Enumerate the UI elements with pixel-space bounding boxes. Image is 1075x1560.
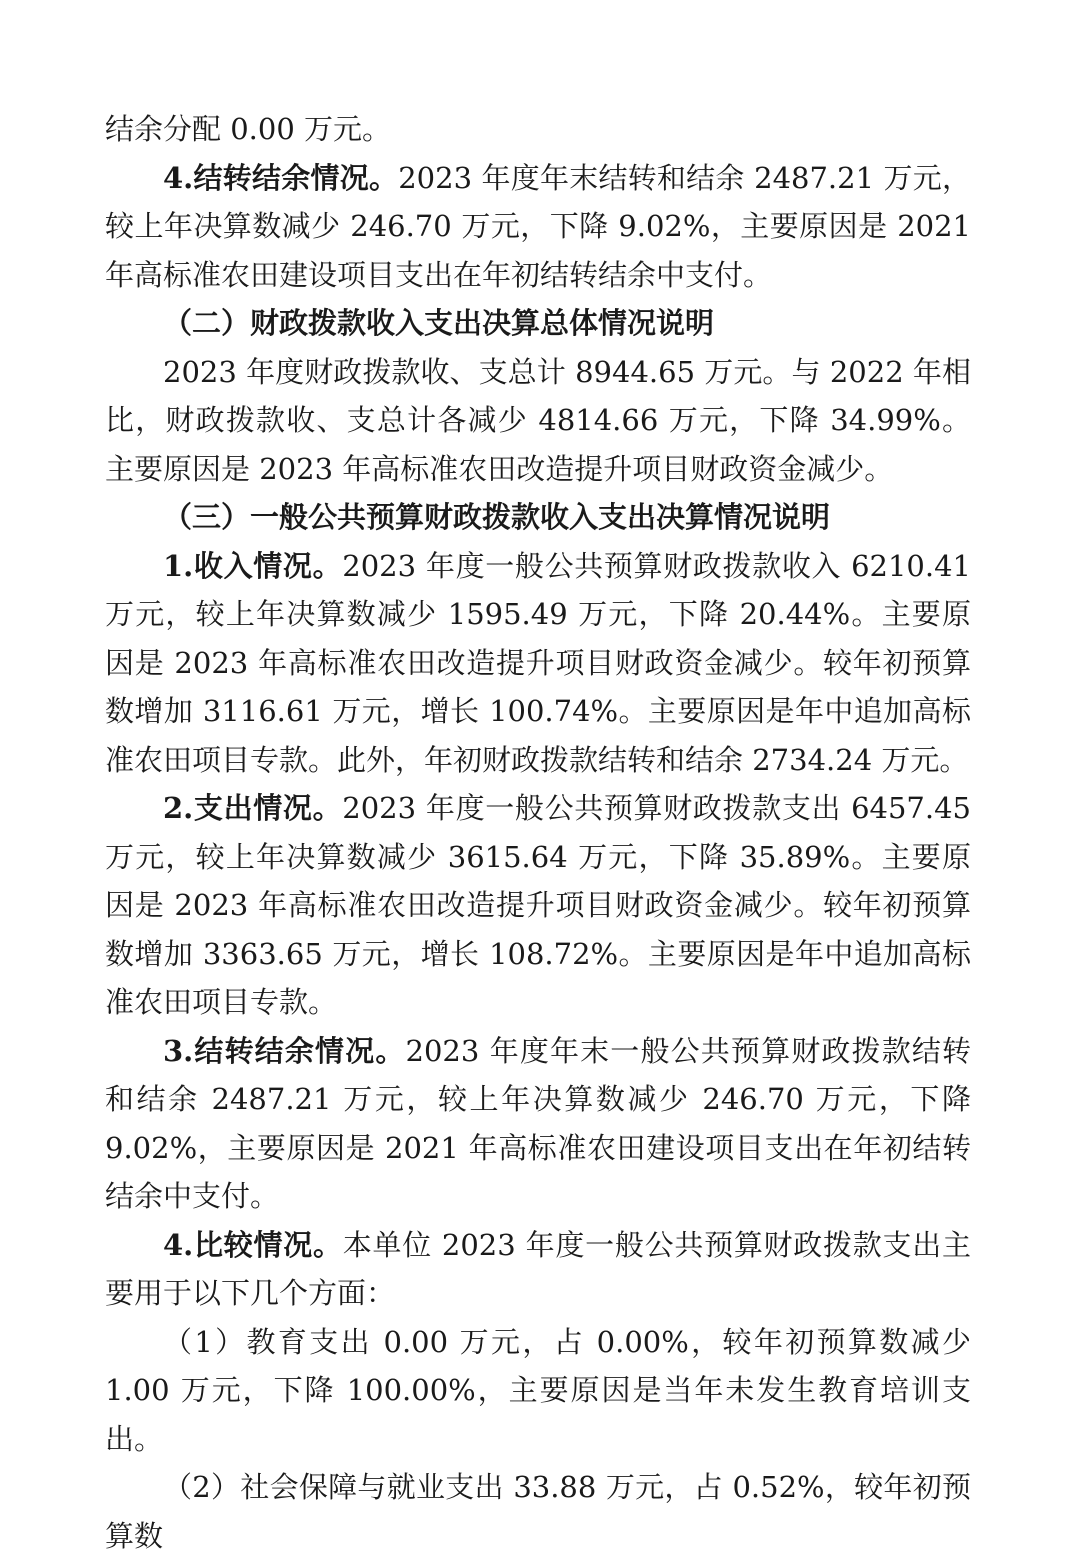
paragraph-comparison — [105, 1221, 971, 1318]
paragraph-education: （1）教育支出 0.00 万元，占 0.00%，较年初预算数减少 1.00 万元，下降 100.00%，主要原因是当年未发生教育培训支出。 — [105, 1324, 971, 1456]
paragraph-carryforward-balance — [105, 154, 971, 300]
paragraph-lead: 2.支出情况。 — [163, 791, 343, 825]
paragraph-general-balance — [105, 1027, 971, 1221]
paragraph-lead: 4.结转结余情况。 — [163, 160, 399, 195]
paragraph-social-security: （2）社会保障与就业支出 33.88 万元，占 0.52%，较年初预算数 — [105, 1470, 971, 1553]
section-heading-2: （二）财政拨款收入支出决算总体情况说明 — [163, 306, 715, 340]
paragraph-text: 2023 年度年末结转和结余 2487.21 万元，较上年决算数减少 246.70 万元，下降 9.02%，主要原因是 2021 年高标准农田建设项目支出在年初结转结余中支付。 — [105, 160, 971, 292]
paragraph-lead: 4.比较情况。 — [163, 1227, 343, 1262]
paragraph-text: 本单位 2023 年度一般公共预算财政拨款支出主要用于以下几个方面： — [105, 1227, 971, 1310]
paragraph-text: 2023 年度一般公共预算财政拨款支出 6457.45 万元，较上年决算数减少 3615.64 万元，下降 35.89%。主要原因是 2023 年高标准农田改造提升项目财政资金减少。较年初预算数增加 3363.65 万元，增长 108.72%。主要原因是年中追加高标准农田项目专款。 — [105, 791, 971, 1019]
paragraph-carryover: 结余分配 0.00 万元。 — [105, 112, 392, 146]
paragraph-income — [105, 542, 971, 785]
section-heading-3: （三）一般公共预算财政拨款收入支出决算情况说明 — [163, 500, 831, 534]
paragraph-lead: 3.结转结余情况。 — [163, 1033, 406, 1068]
paragraph-text: 2023 年度年末一般公共预算财政拨款结转和结余 2487.21 万元，较上年决算数减少 246.70 万元，下降 9.02%，主要原因是 2021 年高标准农田建设项目支出在年初结转结余中支付。 — [105, 1033, 971, 1213]
document-page — [105, 105, 971, 1560]
paragraph-expenditure — [105, 784, 971, 1027]
paragraph-text: 2023 年度一般公共预算财政拨款收入 6210.41 万元，较上年决算数减少 1595.49 万元，下降 20.44%。主要原因是 2023 年高标准农田改造提升项目财政资金减少。较年初预算数增加 3116.61 万元，增长 100.74%。主要原因是年中追加高标准农田项目专款。此外，年初财政拨款结转和结余 2734.24 万元。 — [105, 548, 971, 777]
paragraph-fiscal-total: 2023 年度财政拨款收、支总计 8944.65 万元。与 2022 年相比，财政拨款收、支总计各减少 4814.66 万元，下降 34.99%。主要原因是 2023 年高标准农田改造提升项目财政资金减少。 — [105, 354, 971, 486]
paragraph-lead: 1.收入情况。 — [163, 548, 343, 583]
